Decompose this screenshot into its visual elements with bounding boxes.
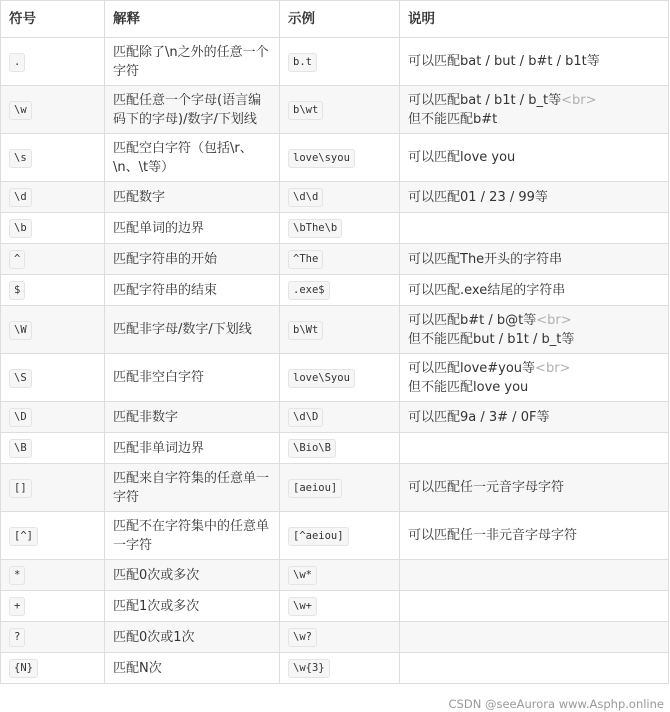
description-cell — [400, 402, 669, 433]
example-cell — [280, 433, 400, 464]
literal-br-tag: <br> — [561, 92, 597, 108]
example-code: \d\D — [288, 408, 323, 427]
example-code: b.t — [288, 53, 317, 72]
symbol-code: ^ — [9, 250, 25, 269]
explanation-cell: 匹配字符串的结束 — [105, 275, 280, 306]
csdn-watermark: CSDN @seeAurora www.Asphp.online — [448, 697, 664, 711]
example-code: \w{3} — [288, 659, 330, 678]
example-code: \w* — [288, 566, 317, 585]
table-row — [1, 622, 669, 653]
description-text: 可以匹配9a / 3# / 0F等 — [408, 409, 550, 425]
symbol-code: * — [9, 566, 25, 585]
description-cell — [400, 622, 669, 653]
example-cell — [280, 402, 400, 433]
example-cell — [280, 560, 400, 591]
description-text: 可以匹配01 / 23 / 99等 — [408, 189, 548, 205]
description-text: 可以匹配bat / b1t / b_t等 — [408, 92, 562, 108]
description-cell — [400, 244, 669, 275]
symbol-cell — [1, 244, 105, 275]
symbol-cell — [1, 591, 105, 622]
table-row — [1, 512, 669, 560]
header-description: 说明 — [400, 1, 669, 38]
symbol-code: \D — [9, 408, 32, 427]
symbol-cell — [1, 182, 105, 213]
description-cell — [400, 306, 669, 354]
symbol-cell — [1, 213, 105, 244]
table-row — [1, 182, 669, 213]
explanation-cell: 匹配来自字符集的任意单一字符 — [105, 464, 280, 512]
description-text-line2: 但不能匹配love you — [408, 379, 529, 395]
description-text: 可以匹配bat / but / b#t / b1t等 — [408, 54, 600, 69]
description-cell — [400, 134, 669, 182]
explanation-cell: 匹配非单词边界 — [105, 433, 280, 464]
example-cell — [280, 275, 400, 306]
symbol-cell — [1, 512, 105, 560]
example-cell — [280, 354, 400, 402]
symbol-code: {N} — [9, 659, 38, 678]
example-code: \d\d — [288, 188, 323, 207]
example-code: love\syou — [288, 149, 355, 168]
explanation-cell: 匹配0次或多次 — [105, 560, 280, 591]
explanation-cell: 匹配数字 — [105, 182, 280, 213]
description-text: 可以匹配任一元音字母字符 — [408, 480, 565, 495]
example-code: b\wt — [288, 101, 323, 120]
table-row — [1, 86, 669, 134]
example-cell — [280, 512, 400, 560]
example-code: \w+ — [288, 597, 317, 616]
description-cell — [400, 182, 669, 213]
symbol-cell — [1, 402, 105, 433]
description-text: 可以匹配The开头的字符串 — [408, 251, 563, 267]
symbol-code: \W — [9, 321, 32, 340]
description-cell — [400, 275, 669, 306]
symbol-cell — [1, 354, 105, 402]
example-cell — [280, 134, 400, 182]
explanation-cell: 匹配字符串的开始 — [105, 244, 280, 275]
description-text-line2: 但不能匹配but / b1t / b_t等 — [408, 331, 575, 347]
example-cell — [280, 38, 400, 86]
symbol-cell — [1, 38, 105, 86]
symbol-code: ? — [9, 628, 25, 647]
description-text: 可以匹配love you — [408, 150, 516, 165]
header-explanation: 解释 — [105, 1, 280, 38]
table-row — [1, 306, 669, 354]
header-symbol: 符号 — [1, 1, 105, 38]
description-text: 可以匹配b#t / b@t等 — [408, 312, 537, 328]
symbol-code: \b — [9, 219, 32, 238]
example-code: \w? — [288, 628, 317, 647]
example-code: \bThe\b — [288, 219, 342, 238]
symbol-cell — [1, 306, 105, 354]
explanation-cell: 匹配不在字符集中的任意单一字符 — [105, 512, 280, 560]
symbol-cell — [1, 622, 105, 653]
explanation-cell: 匹配除了\n之外的任意一个字符 — [105, 38, 280, 86]
description-cell — [400, 86, 669, 134]
symbol-code: \w — [9, 101, 32, 120]
explanation-cell: 匹配单词的边界 — [105, 213, 280, 244]
example-code: love\Syou — [288, 369, 355, 388]
explanation-cell: 匹配非空白字符 — [105, 354, 280, 402]
example-cell — [280, 306, 400, 354]
description-cell — [400, 354, 669, 402]
example-cell — [280, 622, 400, 653]
example-code: b\Wt — [288, 321, 323, 340]
table-row — [1, 591, 669, 622]
table-row — [1, 433, 669, 464]
symbol-code: \B — [9, 439, 32, 458]
symbol-code: \S — [9, 369, 32, 388]
example-code: [^aeiou] — [288, 527, 349, 546]
explanation-cell: 匹配1次或多次 — [105, 591, 280, 622]
header-example: 示例 — [280, 1, 400, 38]
explanation-cell: 匹配0次或1次 — [105, 622, 280, 653]
description-text: 可以匹配love#you等 — [408, 360, 536, 376]
description-cell — [400, 38, 669, 86]
explanation-cell: 匹配空白字符（包括\r、\n、\t等） — [105, 134, 280, 182]
literal-br-tag: <br> — [535, 360, 571, 376]
symbol-cell — [1, 653, 105, 684]
symbol-code: $ — [9, 281, 25, 300]
example-code: [aeiou] — [288, 479, 342, 498]
symbol-cell — [1, 464, 105, 512]
explanation-cell: 匹配任意一个字母(语言编码下的字母)/数字/下划线 — [105, 86, 280, 134]
symbol-code: \d — [9, 188, 32, 207]
description-text-line2: 但不能匹配b#t — [408, 111, 498, 127]
symbol-code: \s — [9, 149, 32, 168]
table-row — [1, 275, 669, 306]
table-row — [1, 653, 669, 684]
description-cell — [400, 591, 669, 622]
table-row — [1, 38, 669, 86]
table-row — [1, 402, 669, 433]
example-cell — [280, 182, 400, 213]
table-row — [1, 560, 669, 591]
explanation-cell: 匹配非字母/数字/下划线 — [105, 306, 280, 354]
table-row — [1, 213, 669, 244]
explanation-cell: 匹配非数字 — [105, 402, 280, 433]
symbol-code: + — [9, 597, 25, 616]
symbol-cell — [1, 433, 105, 464]
example-cell — [280, 653, 400, 684]
symbol-code: [] — [9, 479, 32, 498]
table-row — [1, 464, 669, 512]
symbol-code: [^] — [9, 527, 38, 546]
example-code: .exe$ — [288, 281, 330, 300]
symbol-cell — [1, 134, 105, 182]
table-header-row — [1, 1, 669, 38]
table-row — [1, 244, 669, 275]
symbol-cell — [1, 560, 105, 591]
description-cell — [400, 560, 669, 591]
example-cell — [280, 86, 400, 134]
description-text: 可以匹配.exe结尾的字符串 — [408, 282, 566, 298]
description-cell — [400, 433, 669, 464]
example-cell — [280, 464, 400, 512]
example-code: ^The — [288, 250, 323, 269]
example-cell — [280, 591, 400, 622]
symbol-cell — [1, 86, 105, 134]
explanation-cell: 匹配N次 — [105, 653, 280, 684]
table-row — [1, 354, 669, 402]
table-row — [1, 134, 669, 182]
table-body — [1, 38, 669, 684]
example-cell — [280, 244, 400, 275]
description-cell — [400, 512, 669, 560]
example-cell — [280, 213, 400, 244]
literal-br-tag: <br> — [536, 312, 572, 328]
symbol-cell — [1, 275, 105, 306]
symbol-code: . — [9, 53, 25, 72]
description-cell — [400, 464, 669, 512]
description-cell — [400, 213, 669, 244]
example-code: \Bio\B — [288, 439, 336, 458]
description-cell — [400, 653, 669, 684]
description-text: 可以匹配任一非元音字母字符 — [408, 528, 578, 543]
